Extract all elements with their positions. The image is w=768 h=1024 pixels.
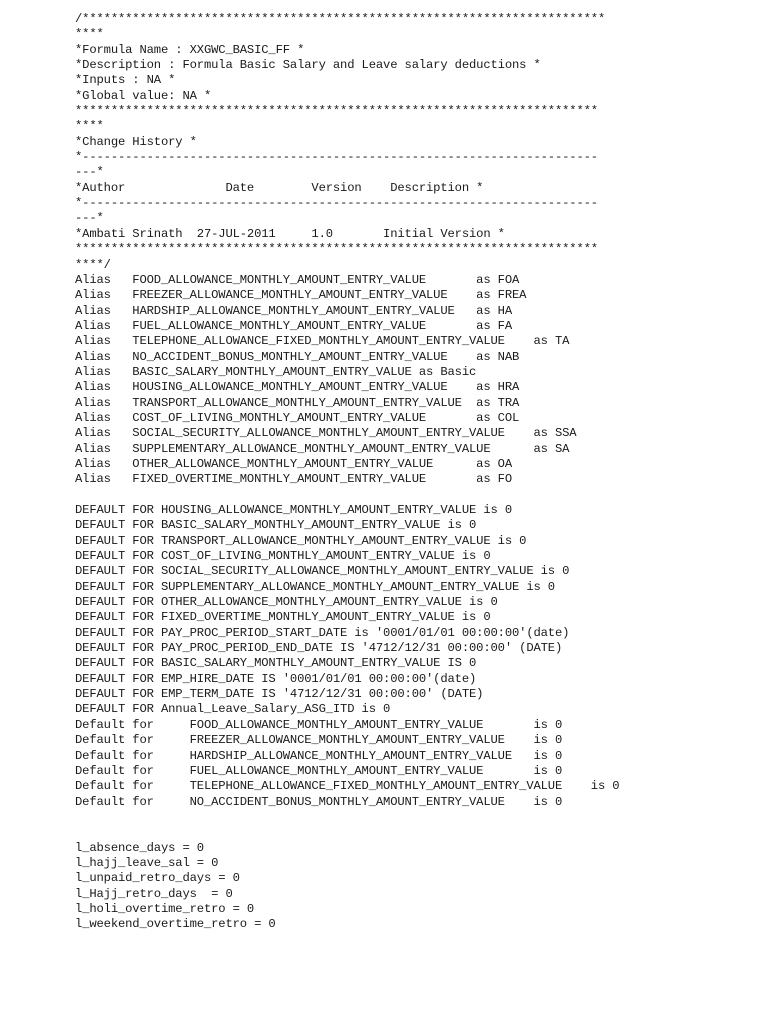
code-line: Alias FIXED_OVERTIME_MONTHLY_AMOUNT_ENTRY_VALUE as FO bbox=[75, 472, 512, 487]
code-line: DEFAULT FOR EMP_HIRE_DATE IS '0001/01/01 00:00:00'(date) bbox=[75, 671, 477, 686]
code-line: l_weekend_overtime_retro = 0 bbox=[75, 917, 276, 932]
code-line: l_Hajj_retro_days = 0 bbox=[75, 886, 233, 901]
code-line: Alias FOOD_ALLOWANCE_MONTHLY_AMOUNT_ENTRY_VALUE as FOA bbox=[75, 272, 520, 287]
code-line: DEFAULT FOR BASIC_SALARY_MONTHLY_AMOUNT_ENTRY_VALUE is 0 bbox=[75, 518, 477, 533]
code-line: Default for TELEPHONE_ALLOWANCE_FIXED_MONTHLY_AMOUNT_ENTRY_VALUE is 0 bbox=[75, 779, 620, 794]
code-line: Alias BASIC_SALARY_MONTHLY_AMOUNT_ENTRY_VALUE as Basic bbox=[75, 364, 477, 379]
code-line bbox=[75, 488, 755, 503]
code-line: *Author Date Version Description * bbox=[75, 180, 484, 195]
code-line: ****/ bbox=[75, 257, 111, 272]
code-line: Default for FUEL_ALLOWANCE_MONTHLY_AMOUNT_ENTRY_VALUE is 0 bbox=[75, 763, 563, 778]
code-line: **** bbox=[75, 27, 104, 42]
code-line: ************************************************************************* bbox=[75, 104, 598, 119]
code-line: Default for FOOD_ALLOWANCE_MONTHLY_AMOUNT_ENTRY_VALUE is 0 bbox=[75, 717, 563, 732]
formula-code-block bbox=[75, 12, 755, 933]
code-line: DEFAULT FOR HOUSING_ALLOWANCE_MONTHLY_AMOUNT_ENTRY_VALUE is 0 bbox=[75, 503, 512, 517]
code-line: DEFAULT FOR TRANSPORT_ALLOWANCE_MONTHLY_AMOUNT_ENTRY_VALUE is 0 bbox=[75, 533, 527, 548]
code-line: DEFAULT FOR COST_OF_LIVING_MONTHLY_AMOUNT_ENTRY_VALUE is 0 bbox=[75, 549, 491, 564]
code-line: /************************************************************************* bbox=[75, 12, 606, 26]
code-line: Default for NO_ACCIDENT_BONUS_MONTHLY_AMOUNT_ENTRY_VALUE is 0 bbox=[75, 794, 563, 809]
code-line: *Description : Formula Basic Salary and Leave salary deductions * bbox=[75, 58, 541, 73]
code-line: Alias TRANSPORT_ALLOWANCE_MONTHLY_AMOUNT_ENTRY_VALUE as TRA bbox=[75, 395, 520, 410]
code-line: l_unpaid_retro_days = 0 bbox=[75, 871, 240, 886]
code-line bbox=[75, 810, 755, 825]
code-line: DEFAULT FOR SUPPLEMENTARY_ALLOWANCE_MONTHLY_AMOUNT_ENTRY_VALUE is 0 bbox=[75, 579, 555, 594]
code-line: l_absence_days = 0 bbox=[75, 840, 204, 855]
code-line: Alias SUPPLEMENTARY_ALLOWANCE_MONTHLY_AMOUNT_ENTRY_VALUE as SA bbox=[75, 441, 570, 456]
code-line: Alias COST_OF_LIVING_MONTHLY_AMOUNT_ENTRY_VALUE as COL bbox=[75, 410, 520, 425]
code-line: Default for HARDSHIP_ALLOWANCE_MONTHLY_AMOUNT_ENTRY_VALUE is 0 bbox=[75, 748, 563, 763]
code-line: DEFAULT FOR Annual_Leave_Salary_ASG_ITD is 0 bbox=[75, 702, 391, 717]
code-line: Alias FREEZER_ALLOWANCE_MONTHLY_AMOUNT_ENTRY_VALUE as FREA bbox=[75, 288, 527, 303]
code-line: *Global value: NA * bbox=[75, 88, 212, 103]
code-line: DEFAULT FOR SOCIAL_SECURITY_ALLOWANCE_MONTHLY_AMOUNT_ENTRY_VALUE is 0 bbox=[75, 564, 570, 579]
code-line: Alias HOUSING_ALLOWANCE_MONTHLY_AMOUNT_ENTRY_VALUE as HRA bbox=[75, 380, 520, 395]
code-line bbox=[75, 825, 755, 840]
code-line: **** bbox=[75, 119, 104, 134]
code-line: *Change History * bbox=[75, 134, 197, 149]
code-line: l_holi_overtime_retro = 0 bbox=[75, 901, 255, 916]
code-line: Alias SOCIAL_SECURITY_ALLOWANCE_MONTHLY_AMOUNT_ENTRY_VALUE as SSA bbox=[75, 426, 577, 441]
code-line: ---* bbox=[75, 211, 104, 226]
code-line: *------------------------------------------------------------------------ bbox=[75, 150, 598, 165]
code-line: ************************************************************************* bbox=[75, 242, 598, 257]
code-line: Alias TELEPHONE_ALLOWANCE_FIXED_MONTHLY_AMOUNT_ENTRY_VALUE as TA bbox=[75, 334, 570, 349]
code-line: *------------------------------------------------------------------------ bbox=[75, 196, 598, 211]
code-line: DEFAULT FOR PAY_PROC_PERIOD_START_DATE is '0001/01/01 00:00:00'(date) bbox=[75, 625, 570, 640]
code-line: DEFAULT FOR BASIC_SALARY_MONTHLY_AMOUNT_ENTRY_VALUE IS 0 bbox=[75, 656, 477, 671]
code-line: *Ambati Srinath 27-JUL-2011 1.0 Initial Version * bbox=[75, 226, 505, 241]
code-line: Alias HARDSHIP_ALLOWANCE_MONTHLY_AMOUNT_ENTRY_VALUE as HA bbox=[75, 303, 512, 318]
code-line: *Formula Name : XXGWC_BASIC_FF * bbox=[75, 42, 305, 57]
code-line: DEFAULT FOR OTHER_ALLOWANCE_MONTHLY_AMOUNT_ENTRY_VALUE is 0 bbox=[75, 595, 498, 610]
code-line: Default for FREEZER_ALLOWANCE_MONTHLY_AMOUNT_ENTRY_VALUE is 0 bbox=[75, 733, 563, 748]
code-line: Alias OTHER_ALLOWANCE_MONTHLY_AMOUNT_ENTRY_VALUE as OA bbox=[75, 456, 512, 471]
code-line: Alias FUEL_ALLOWANCE_MONTHLY_AMOUNT_ENTRY_VALUE as FA bbox=[75, 318, 512, 333]
code-line: DEFAULT FOR PAY_PROC_PERIOD_END_DATE IS '4712/12/31 00:00:00' (DATE) bbox=[75, 641, 563, 656]
code-line: Alias NO_ACCIDENT_BONUS_MONTHLY_AMOUNT_ENTRY_VALUE as NAB bbox=[75, 349, 520, 364]
code-line: ---* bbox=[75, 165, 104, 180]
code-line: DEFAULT FOR FIXED_OVERTIME_MONTHLY_AMOUNT_ENTRY_VALUE is 0 bbox=[75, 610, 491, 625]
code-line: *Inputs : NA * bbox=[75, 73, 176, 88]
code-line: DEFAULT FOR EMP_TERM_DATE IS '4712/12/31 00:00:00' (DATE) bbox=[75, 687, 484, 702]
code-line: l_hajj_leave_sal = 0 bbox=[75, 855, 219, 870]
